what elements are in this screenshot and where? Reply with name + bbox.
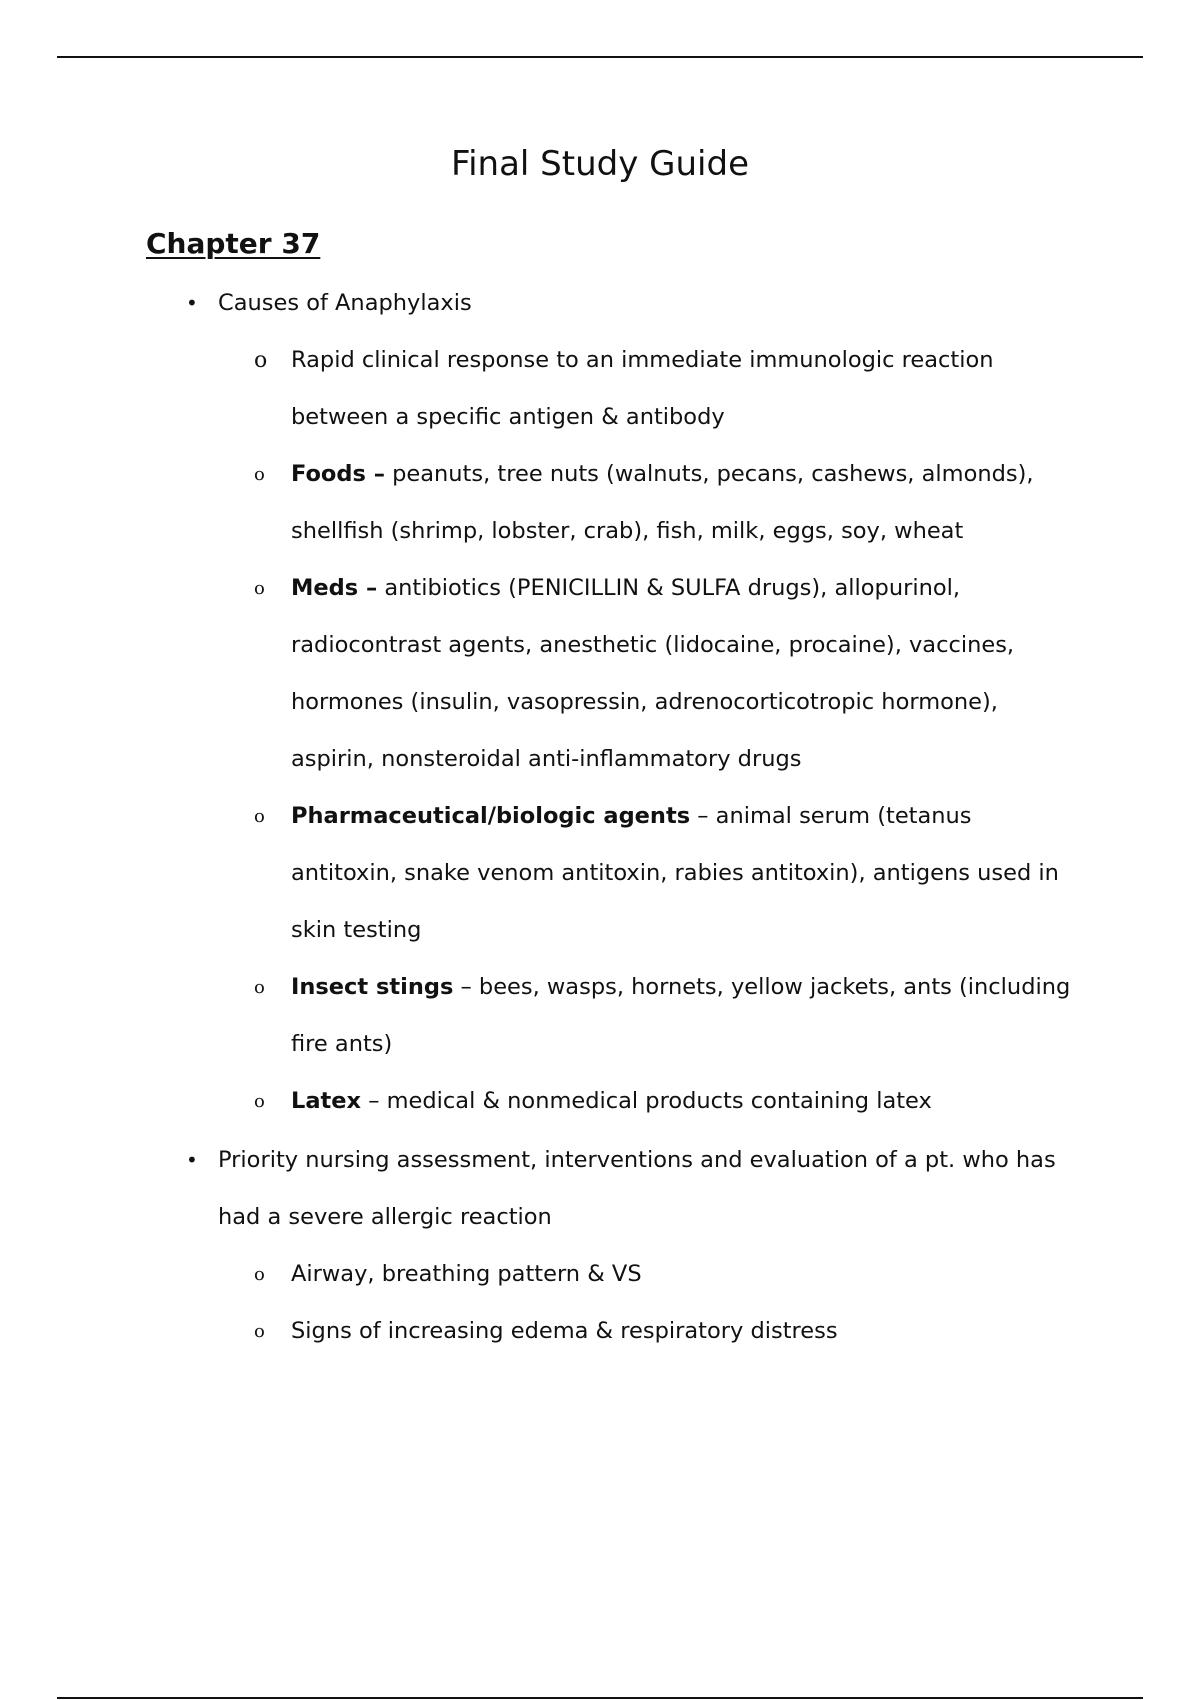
sub-list-item: [254, 332, 1078, 446]
list-item: [186, 275, 1078, 1130]
page-title: Final Study Guide: [451, 144, 749, 184]
sub-list: [218, 332, 1078, 1130]
sub-list-item: [254, 1073, 1078, 1130]
sub-item-lead: Foods –: [291, 461, 385, 487]
sub-bullet-icon: o: [254, 348, 268, 373]
sub-list-item: [254, 1303, 1078, 1360]
sub-item-text: antibiotics (PENICILLIN & SULFA drugs), allopurinol, radiocontrast agents, anesthetic (lidocaine, procaine), vaccines, hormones (insulin, vasopressin, adrenocorticotropic hormone), aspirin, nonsteroidal anti-inflammatory drugs: [291, 575, 1015, 772]
sub-bullet-icon: o: [254, 977, 265, 998]
sub-item-lead: Meds –: [291, 575, 378, 601]
sub-bullet-icon: o: [254, 1264, 265, 1285]
bullet-text: Causes of Anaphylaxis: [218, 290, 472, 316]
sub-list-item: [254, 788, 1078, 959]
top-rule: [57, 56, 1143, 58]
sub-item-text: – animal serum (tetanus antitoxin, snake venom antitoxin, rabies antitoxin), antigens used in skin testing: [291, 803, 1059, 943]
sub-item-text: – bees, wasps, hornets, yellow jackets, ants (including fire ants): [291, 974, 1071, 1057]
sub-list-item: [254, 959, 1078, 1073]
bullet-list: [186, 275, 1078, 1362]
chapter-heading: Chapter 37: [146, 227, 321, 260]
sub-list-item: [254, 446, 1078, 560]
bullet-text: Priority nursing assessment, interventions and evaluation of a pt. who has had a severe allergic reaction: [218, 1147, 1056, 1230]
sub-list: [218, 1246, 1078, 1360]
sub-item-lead: Pharmaceutical/biologic agents: [291, 803, 691, 829]
bullet-dot-icon: •: [186, 1148, 198, 1172]
sub-bullet-icon: o: [254, 806, 265, 827]
sub-item-lead: Latex: [291, 1088, 362, 1114]
sub-item-lead: Insect stings: [291, 974, 454, 1000]
bottom-rule: [57, 1697, 1143, 1699]
bullet-dot-icon: •: [186, 291, 198, 315]
sub-item-text: peanuts, tree nuts (walnuts, pecans, cashews, almonds), shellfish (shrimp, lobster, crab), fish, milk, eggs, soy, wheat: [291, 461, 1034, 544]
list-item: [186, 1132, 1078, 1360]
sub-bullet-icon: o: [254, 578, 265, 599]
sub-list-item: [254, 1246, 1078, 1303]
sub-item-text: Signs of increasing edema & respiratory distress: [291, 1318, 838, 1344]
sub-bullet-icon: o: [254, 1321, 265, 1342]
sub-list-item: [254, 560, 1078, 788]
sub-item-text: – medical & nonmedical products containing latex: [361, 1088, 932, 1114]
sub-item-text: Airway, breathing pattern & VS: [291, 1261, 642, 1287]
sub-bullet-icon: o: [254, 464, 265, 485]
sub-bullet-icon: o: [254, 1091, 265, 1112]
sub-item-text: Rapid clinical response to an immediate immunologic reaction between a specific antigen & antibody: [291, 347, 994, 430]
